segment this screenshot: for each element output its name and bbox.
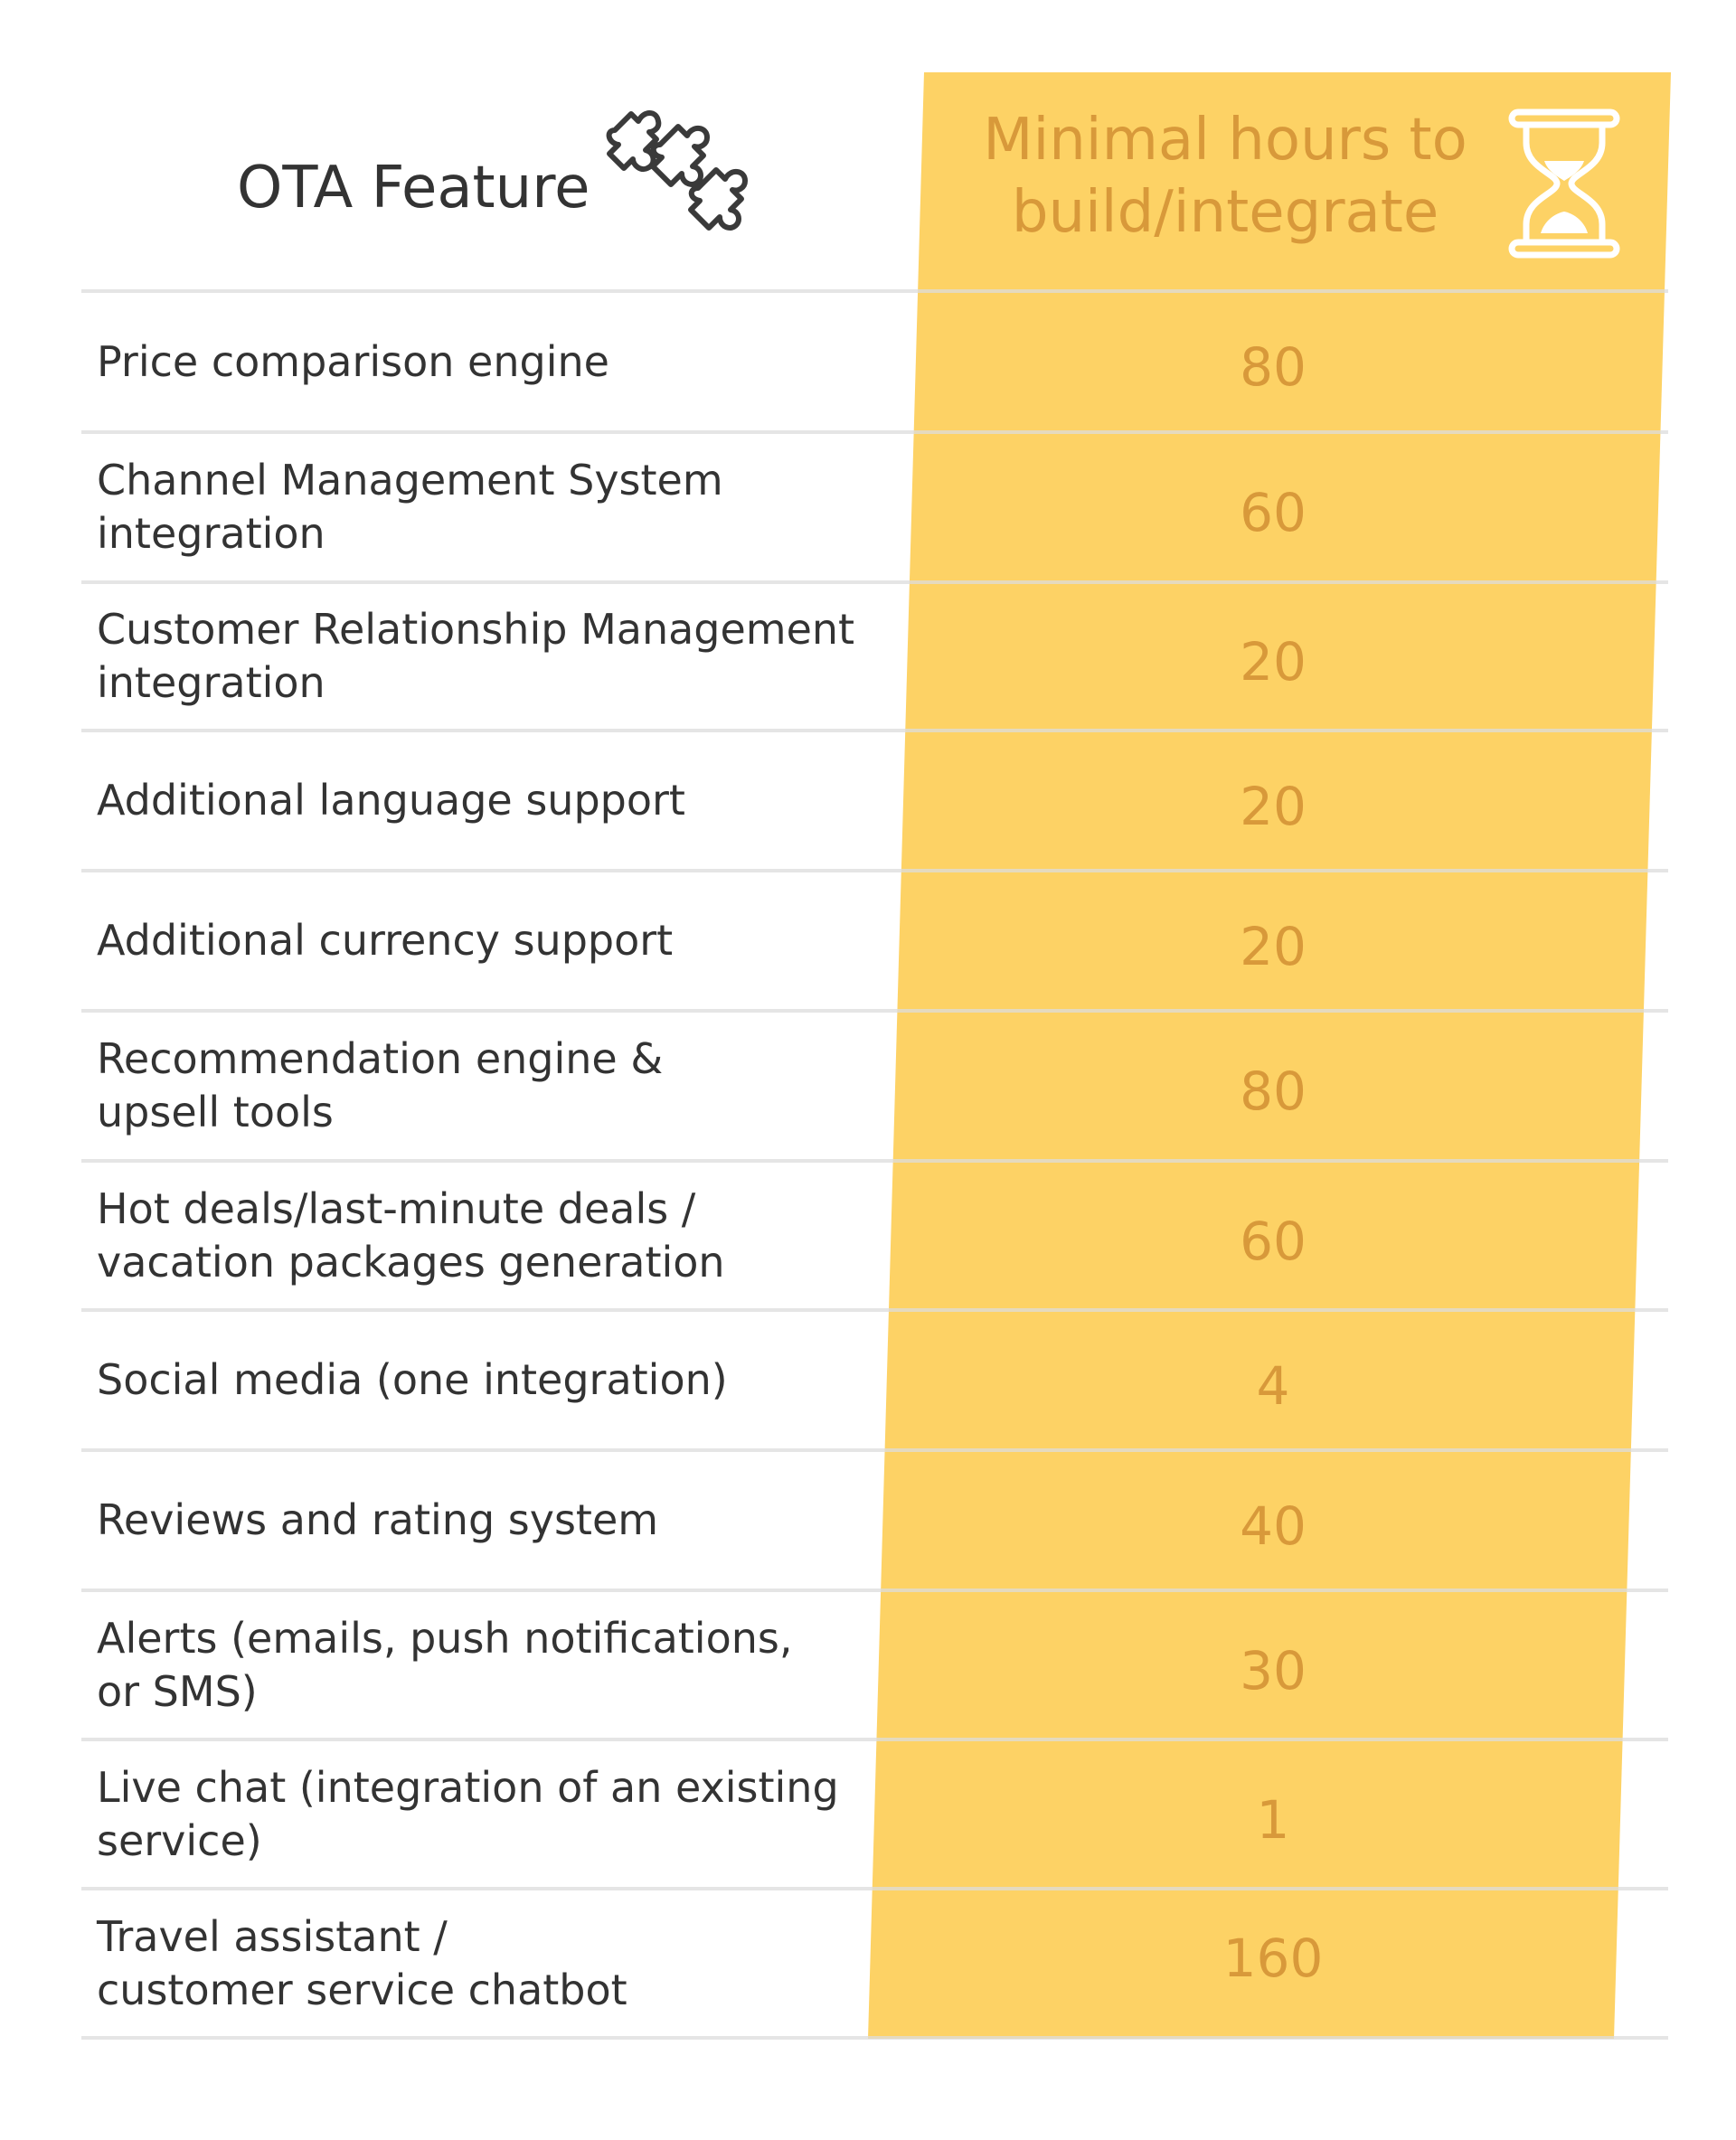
hours-recommendation-engine: 80 [1240,1061,1307,1122]
feature-recommendation-engine: Recommendation engine & upsell tools [97,1034,664,1136]
hours-reviews-rating: 40 [1240,1494,1307,1557]
hours-travel-assistant: 160 [1222,1927,1324,1989]
feature-language-support: Additional language support [97,776,685,825]
hourglass-icon [1501,107,1628,260]
hours-crm-integration: 20 [1240,631,1307,693]
hours-column-header: Minimal hours to build/integrate [983,107,1467,246]
hours-currency-support: 20 [1240,915,1307,977]
hours-channel-management: 60 [1240,482,1307,543]
feature-social-media: Social media (one integration) [97,1355,728,1404]
feature-price-comparison: Price comparison engine [97,336,609,386]
hours-social-media: 4 [1256,1354,1290,1417]
hours-live-chat: 1 [1256,1788,1290,1851]
feature-channel-management: Channel Management System integration [97,456,723,558]
feature-currency-support: Additional currency support [97,916,674,965]
row-divider [81,2036,1668,2040]
feature-reviews-rating: Reviews and rating system [97,1495,659,1544]
hours-alerts: 30 [1240,1639,1307,1702]
puzzle-pieces-icon [604,94,767,257]
feature-crm-integration: Customer Relationship Management integration [97,605,855,707]
hours-hot-deals: 60 [1240,1210,1307,1272]
hours-price-comparison: 80 [1240,336,1307,398]
feature-alerts: Alerts (emails, push notifications, or SMS) [97,1613,793,1716]
feature-travel-assistant: Travel assistant / customer service chatbot [97,1911,627,2014]
hours-language-support: 20 [1240,775,1307,837]
feature-hot-deals: Hot deals/last-minute deals / vacation packages generation [97,1183,725,1287]
feature-column-header: OTA Feature [237,155,590,222]
feature-live-chat: Live chat (integration of an existing service) [97,1762,839,1865]
